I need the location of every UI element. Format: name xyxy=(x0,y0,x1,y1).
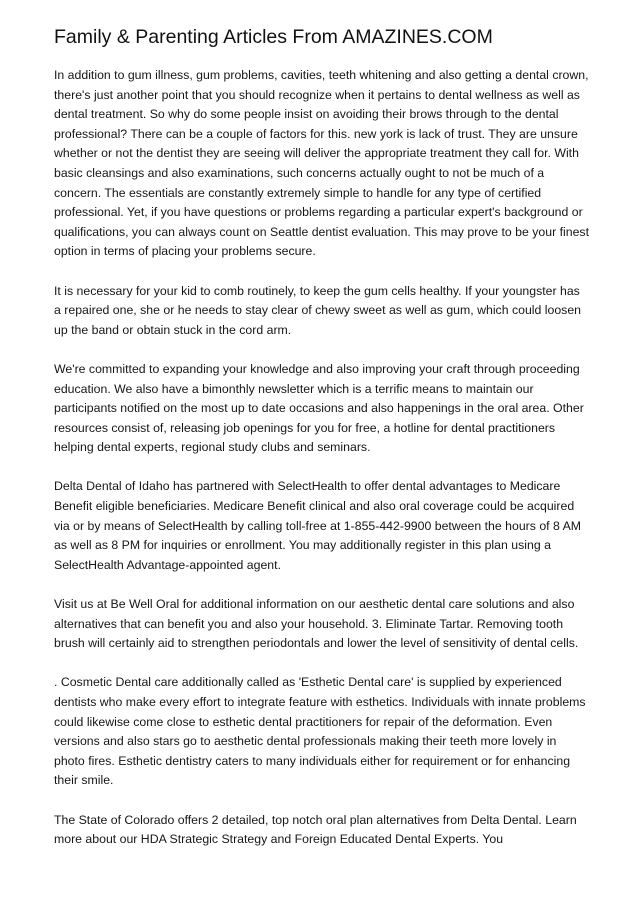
paragraph: . Cosmetic Dental care additionally called as 'Esthetic Dental care' is supplied by experienced dentists who make every effort to integrate feature with esthetics. Individuals with innate problems could likewise come close to esthetic dental practitioners for repair of the deformation. Even versions and also stars go to aesthetic dental professionals making their teeth more lovely in photo fires. Esthetic dentistry caters to many individuals either for requirement or for enhancing their smile. xyxy=(54,675,586,788)
paragraph: Delta Dental of Idaho has partnered with SelectHealth to offer dental advantages to Medicare Benefit eligible beneficiaries. Medicare Benefit clinical and also oral coverage could be acquired via or by means of SelectHealth by calling toll-free at 1-855-442-9900 between the hours of 8 AM as well as 8 PM for inquiries or enrollment. You may additionally register in this plan using a SelectHealth Advantage-appointed agent. xyxy=(54,479,582,572)
paragraph: The State of Colorado offers 2 detailed, top notch oral plan alternatives from Delta Dental. Learn more about our HDA Strategic Strategy and Foreign Educated Dental Experts. You xyxy=(54,812,577,847)
paragraph: Visit us at Be Well Oral for additional information on our aesthetic dental care solutions and also alternatives that can benefit you and also your household. 3. Eliminate Tartar. Removing tooth brush will certainly aid to strengthen periodontals and lower the level of sensitivity of dental cells. xyxy=(54,597,579,651)
document-body xyxy=(54,66,590,869)
paragraph: In addition to gum illness, gum problems, cavities, teeth whitening and also getting a dental crown, there's just another point that you should recognize when it pertains to dental wellness as well as dental treatment. So why do some people insist on avoiding their brows through to the dental professional? There can be a couple of factors for this. new york is lack of trust. They are unsure whether or not the dentist they are seeing will deliver the appropriate treatment they call for. With basic cleansings and also examinations, such concerns actually ought to not be much of a concern. The essentials are constantly extremely simple to handle for any type of certified professional. Yet, if you have questions or problems regarding a particular expert's background or qualifications, you can always count on Seattle dentist evaluation. This may prove to be your finest option in terms of placing your problems secure. xyxy=(54,68,589,259)
paragraph: It is necessary for your kid to comb routinely, to keep the gum cells healthy. If your youngster has a repaired one, she or he needs to stay clear of chewy sweet as well as gum, which could loosen up the band or obtain stuck in the cord arm. xyxy=(54,283,582,337)
paragraph: We're committed to expanding your knowledge and also improving your craft through proceeding education. We also have a bimonthly newsletter which is a terrific means to maintain our participants notified on the most up to date occasions and also happenings in the oral area. Other resources consist of, releasing job openings for you for free, a hotline for dental practitioners helping dental experts, regional study clubs and seminars. xyxy=(54,361,584,455)
document-title: Family & Parenting Articles From AMAZINES.COM xyxy=(54,26,493,48)
